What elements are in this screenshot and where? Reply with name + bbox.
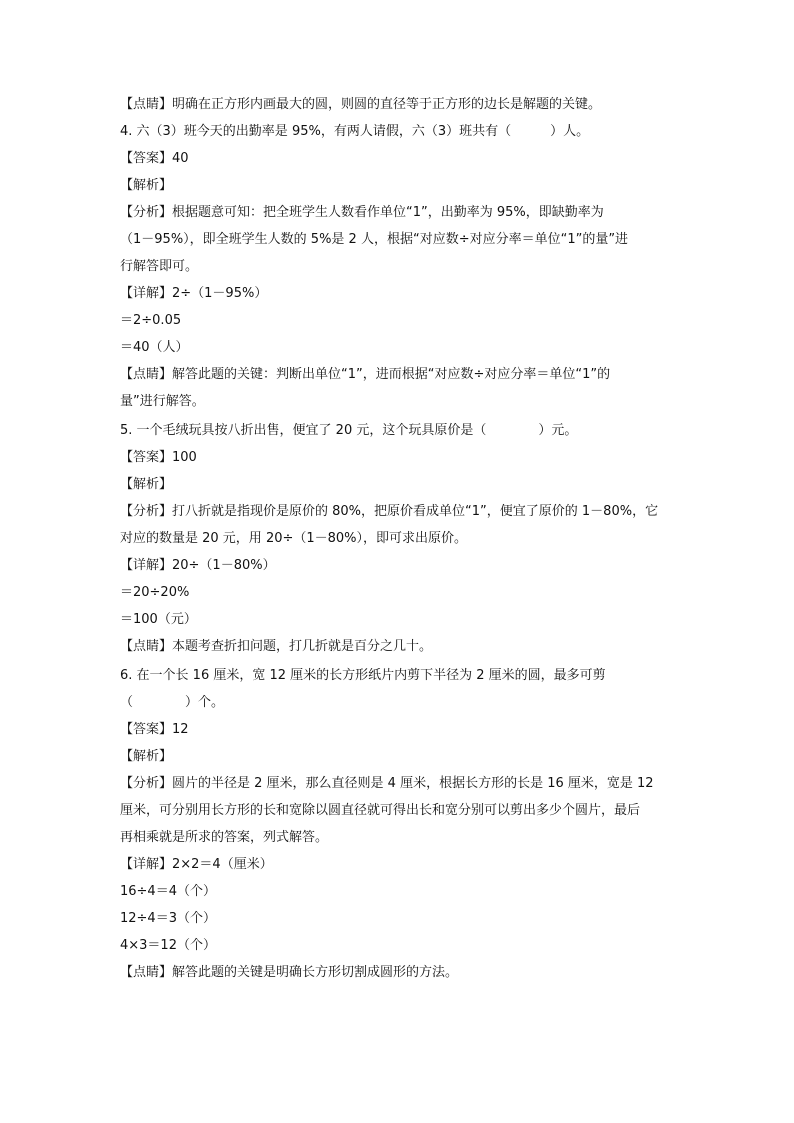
analysis-4-line-3: 行解答即可。 [120, 259, 199, 274]
analysis-6-line-3: 再相乘就是所求的答案，列式解答。 [120, 830, 329, 845]
tip-4-line-1: 【点睛】解答此题的关键：判断出单位“1”，进而根据“对应数÷对应分率＝单位“1”的 [120, 367, 611, 382]
detail-5-line-2: ＝20÷20% [120, 585, 190, 600]
answer-4: 【答案】40 [120, 151, 189, 166]
analysis-heading-6: 【解析】 [120, 749, 173, 764]
tip-line-1: 【点睛】明确在正方形内画最大的圆，则圆的直径等于正方形的边长是解题的关键。 [120, 97, 602, 112]
detail-4-line-3: ＝40（人） [120, 340, 189, 355]
question-6-line-1: 6. 在一个长 16 厘米，宽 12 厘米的长方形纸片内剪下半径为 2 厘米的圆，最多可剪 [120, 668, 606, 683]
detail-6-line-1: 【详解】2×2＝4（厘米） [120, 857, 273, 872]
analysis-heading-4: 【解析】 [120, 178, 173, 193]
tip-4-line-2: 量”进行解答。 [120, 394, 205, 409]
detail-4-line-1: 【详解】2÷（1－95%） [120, 286, 268, 301]
detail-6-line-4: 4×3＝12（个） [120, 938, 216, 953]
question-6-line-2: （ ）个。 [120, 695, 225, 710]
detail-5-line-1: 【详解】20÷（1－80%） [120, 558, 276, 573]
analysis-4-line-1: 【分析】根据题意可知：把全班学生人数看作单位“1”，出勤率为 95%，即缺勤率为 [120, 205, 604, 220]
analysis-5-line-2: 对应的数量是 20 元，用 20÷（1－80%），即可求出原价。 [120, 531, 468, 546]
answer-5: 【答案】100 [120, 450, 197, 465]
detail-6-line-3: 12÷4＝3（个） [120, 911, 216, 926]
analysis-6-line-2: 厘米，可分别用长方形的长和宽除以圆直径就可得出长和宽分别可以剪出多少个圆片，最后 [120, 803, 641, 818]
analysis-5-line-1: 【分析】打八折就是指现价是原价的 80%，把原价看成单位“1”，便宜了原价的 1－80%，它 [120, 504, 659, 519]
detail-5-line-3: ＝100（元） [120, 612, 197, 627]
question-5: 5. 一个毛绒玩具按八折出售，便宜了 20 元，这个玩具原价是（ ）元。 [120, 423, 578, 438]
analysis-4-line-2: （1－95%），即全班学生人数的 5%是 2 人，根据“对应数÷对应分率＝单位“1”的量”进 [120, 232, 629, 247]
tip-5: 【点睛】本题考查折扣问题，打几折就是百分之几十。 [120, 639, 433, 654]
analysis-heading-5: 【解析】 [120, 477, 173, 492]
analysis-6-line-1: 【分析】圆片的半径是 2 厘米，那么直径则是 4 厘米，根据长方形的长是 16 厘米，宽是 12 [120, 776, 654, 791]
detail-4-line-2: ＝2÷0.05 [120, 313, 182, 328]
answer-6: 【答案】12 [120, 722, 189, 737]
question-4: 4. 六（3）班今天的出勤率是 95%，有两人请假，六（3）班共有（ ）人。 [120, 124, 590, 139]
tip-6: 【点睛】解答此题的关键是明确长方形切割成圆形的方法。 [120, 965, 459, 980]
detail-6-line-2: 16÷4＝4（个） [120, 884, 216, 899]
